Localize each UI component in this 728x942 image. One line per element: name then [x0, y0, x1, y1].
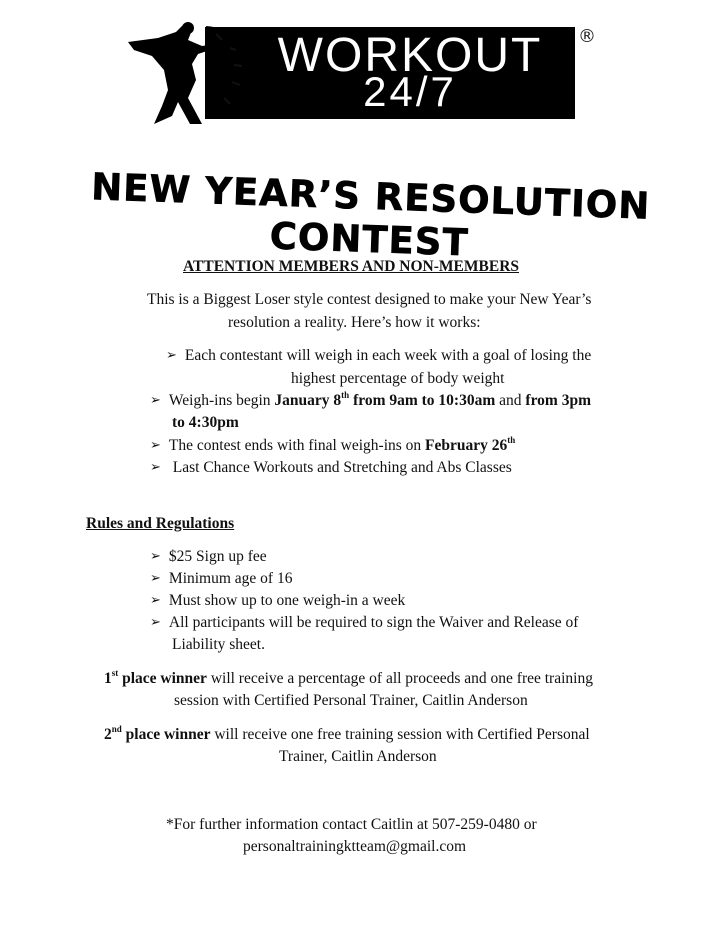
arrow-bullet-icon: ➢	[166, 348, 177, 363]
intro-line-2: resolution a reality. Here’s how it works:	[228, 314, 481, 331]
arrow-bullet-icon: ➢	[150, 593, 161, 608]
bullet-2-pre: Weigh-ins begin	[168, 392, 275, 409]
arrow-bullet-icon: ➢	[150, 460, 161, 475]
logo-24-7-text: 24/7	[363, 68, 457, 115]
bullet-2-date: January 8	[274, 392, 342, 409]
bullet-3-pre: The contest ends with final weigh-ins on	[168, 437, 426, 454]
first-place-text: will receive a percentage of all proceeds and one free training	[206, 670, 593, 687]
first-place-num: 1	[104, 670, 112, 687]
second-place-text: will receive one free training session with Certified Personal	[210, 726, 590, 743]
intro-line-1: This is a Biggest Loser style contest designed to make your New Year’s	[147, 291, 592, 308]
rule-1	[150, 548, 267, 566]
contact-line-1: *For further information contact Caitlin at 507-259-0480 or	[166, 816, 537, 833]
rule-4	[150, 614, 578, 632]
arrow-bullet-icon: ➢	[150, 393, 161, 408]
contact-email: personaltrainingktteam@gmail.com	[243, 838, 467, 855]
bullet-2-time2: from 3pm	[525, 392, 591, 409]
bullet-2-sup: th	[341, 390, 350, 400]
bullet-1-text: Each contestant will weigh in each week with a goal of losing the	[184, 347, 592, 364]
bodybuilder-clock-logo-icon	[118, 20, 268, 130]
bullet-2-mid: and	[495, 392, 526, 409]
first-place-prize-cont: session with Certified Personal Trainer, Caitlin Anderson	[174, 692, 528, 709]
arrow-bullet-icon: ➢	[150, 615, 161, 630]
rule-4-text: All participants will be required to sign the Waiver and Release of	[168, 614, 579, 631]
contest-bullet-4	[150, 459, 512, 477]
second-place-label: place winner	[121, 726, 211, 743]
bullet-3-sup: th	[507, 435, 516, 445]
first-place-label: place winner	[118, 670, 207, 687]
second-place-sup: nd	[111, 724, 122, 734]
rules-heading: Rules and Regulations	[86, 515, 235, 532]
rule-4-cont: Liability sheet.	[172, 636, 265, 653]
bullet-2-time: from 9am to 10:30am	[349, 392, 496, 409]
second-place-prize	[104, 726, 590, 744]
rule-1-text: $25 Sign up fee	[168, 548, 267, 565]
rule-3	[150, 592, 405, 610]
rule-3-text: Must show up to one weigh-in a week	[168, 592, 406, 609]
contest-bullet-1-cont: highest percentage of body weight	[291, 370, 505, 387]
second-place-prize-cont: Trainer, Caitlin Anderson	[279, 748, 437, 765]
rule-2	[150, 570, 292, 588]
arrow-bullet-icon: ➢	[150, 571, 161, 586]
bullet-3-date: February 26	[425, 437, 508, 454]
contest-bullet-2-cont: to 4:30pm	[172, 414, 239, 431]
registered-mark: ®	[578, 26, 596, 47]
page-title: NEW YEAR’S RESOLUTION CONTEST	[90, 165, 651, 265]
contest-bullet-2	[150, 392, 591, 410]
contest-bullet-1	[166, 347, 591, 365]
second-place-num: 2	[104, 726, 112, 743]
contest-bullet-3	[150, 437, 515, 455]
arrow-bullet-icon: ➢	[150, 549, 161, 564]
first-place-prize	[104, 670, 593, 688]
attention-heading: ATTENTION MEMBERS AND NON-MEMBERS	[183, 258, 520, 275]
logo-workout-text: WORKOUT	[277, 29, 543, 82]
bullet-4-text: Last Chance Workouts and Stretching and Abs Classes	[168, 459, 512, 476]
first-place-sup: st	[111, 668, 119, 678]
rule-2-text: Minimum age of 16	[168, 570, 293, 587]
arrow-bullet-icon: ➢	[150, 438, 161, 453]
